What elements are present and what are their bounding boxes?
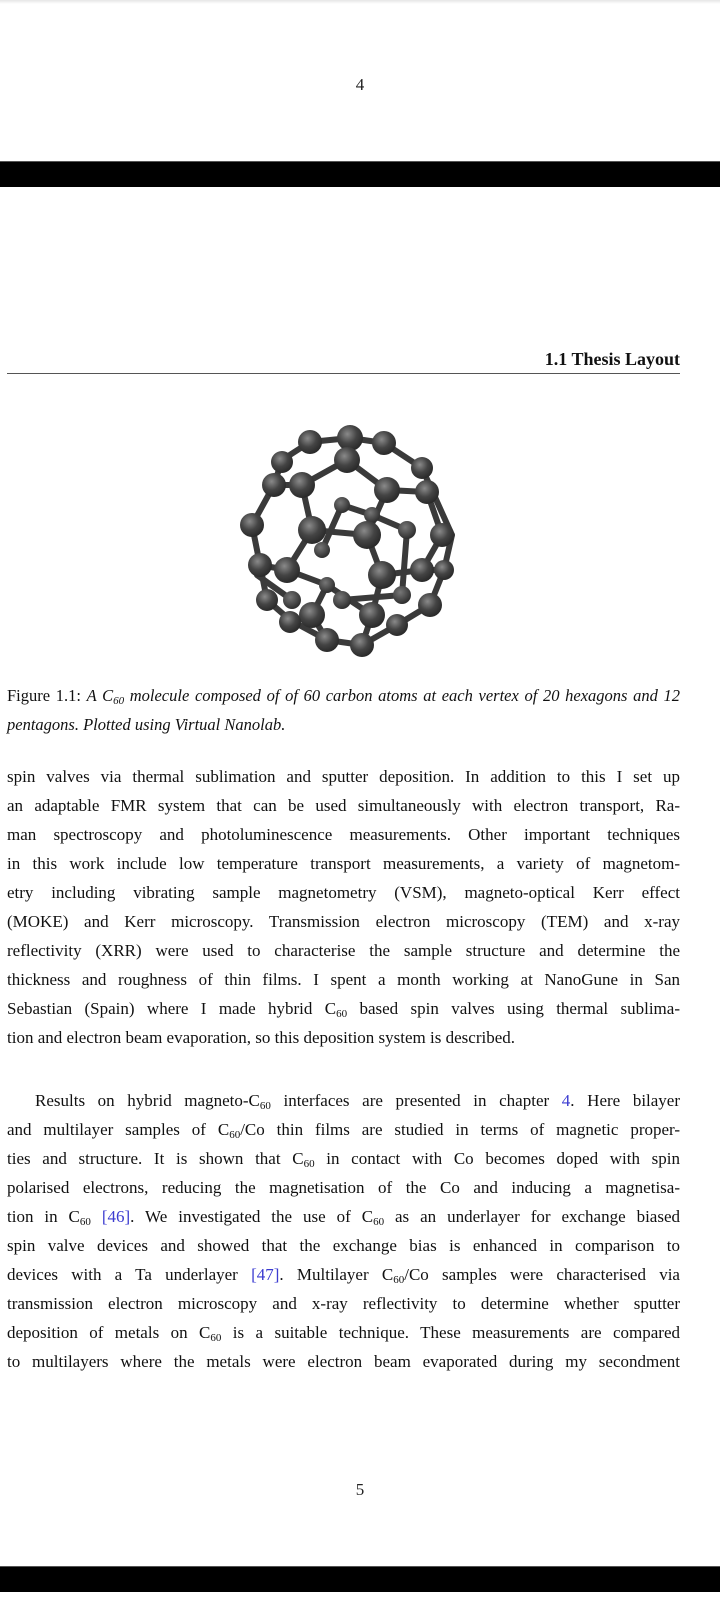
chapter-link[interactable]: 4 — [561, 1091, 571, 1110]
text-line: spin valves via thermal sublimation and sputter deposition. In addition to this I set up — [7, 767, 680, 786]
subscript: 60 — [373, 1216, 385, 1228]
text-segment: . We investigated the use of C — [130, 1207, 374, 1226]
text-line — [7, 1144, 680, 1173]
text-segment: deposition of metals on C — [7, 1323, 211, 1342]
subscript: 60 — [393, 1274, 405, 1286]
subscript: 60 — [79, 1216, 91, 1228]
caption-text-a: A C — [86, 686, 114, 705]
subscript: 60 — [303, 1158, 315, 1170]
text-line — [7, 1202, 680, 1231]
c60-molecule-figure — [222, 410, 464, 660]
text-segment: /Co samples were characterised via — [404, 1265, 680, 1284]
subscript: 60 — [336, 1008, 348, 1020]
text-segment: ties and structure. It is shown that C — [7, 1149, 304, 1168]
c60-molecule-image — [222, 410, 464, 660]
text-line: in this work include low temperature transport measurements, a variety of magnetom- — [7, 854, 680, 873]
text-segment: and multilayer samples of C — [7, 1120, 230, 1139]
text-segment: in contact with Co becomes doped with spin — [314, 1149, 680, 1168]
text-line — [7, 1260, 680, 1289]
paragraph-1 — [7, 762, 680, 1052]
text-segment: Sebastian (Spain) where I made hybrid C — [7, 999, 337, 1018]
page-number-bottom: 5 — [355, 1480, 365, 1499]
running-header — [7, 347, 680, 374]
text-segment: Results on hybrid magneto-C — [35, 1091, 260, 1110]
text-line — [7, 1318, 680, 1347]
text-line: etry including vibrating sample magnetometry (VSM), magneto-optical Kerr effect — [7, 883, 680, 902]
text-segment: based spin valves using thermal sublima- — [347, 999, 680, 1018]
text-segment: tion in C — [7, 1207, 80, 1226]
text-line: spin valve devices and showed that the exchange bias is enhanced in comparison to — [7, 1236, 680, 1255]
text-segment: is a suitable technique. These measurements are compared — [221, 1323, 680, 1342]
figure-caption — [7, 681, 680, 739]
text-line: to multilayers where the metals were electron beam evaporated during my secondment — [7, 1352, 680, 1371]
page-separator — [0, 161, 720, 187]
text-segment: as an underlayer for exchange biased — [384, 1207, 681, 1226]
text-line — [7, 1086, 680, 1115]
paragraph-2 — [7, 1086, 680, 1376]
figure-label: Figure 1.1: — [7, 686, 81, 705]
text-line: man spectroscopy and photoluminescence measurements. Other important techniques — [7, 825, 680, 844]
text-line: tion and electron beam evaporation, so this deposition system is described. — [7, 1028, 515, 1047]
text-line: (MOKE) and Kerr microscopy. Transmission electron microscopy (TEM) and x-ray — [7, 912, 680, 931]
text-line: transmission electron microscopy and x-ray reflectivity to determine whether sputter — [7, 1294, 680, 1313]
subscript: 60 — [113, 695, 125, 707]
text-line: polarised electrons, reducing the magnetisation of the Co and inducing a magnetisa- — [7, 1178, 680, 1197]
subscript: 60 — [229, 1129, 241, 1141]
top-shadow — [0, 0, 720, 4]
citation-link-46[interactable]: [46] — [101, 1207, 131, 1226]
page-separator — [0, 1566, 720, 1592]
citation-link-47[interactable]: [47] — [251, 1265, 280, 1284]
text-segment: . Here bilayer — [570, 1091, 681, 1110]
text-segment: interfaces are presented in chapter — [270, 1091, 562, 1110]
text-line — [7, 994, 680, 1023]
text-line — [7, 1115, 680, 1144]
subscript: 60 — [259, 1100, 271, 1112]
text-segment — [91, 1207, 102, 1226]
text-line: thickness and roughness of thin films. I spent a month working at NanoGune in San — [7, 970, 680, 989]
caption-text — [7, 686, 680, 734]
text-segment: devices with a Ta underlayer — [7, 1265, 252, 1284]
section-title: 1.1 Thesis Layout — [544, 349, 680, 369]
page-number-top: 4 — [355, 75, 365, 94]
text-line: an adaptable FMR system that can be used simultaneously with electron transport, Ra- — [7, 796, 680, 815]
subscript: 60 — [210, 1332, 222, 1344]
text-segment: . Multilayer C — [279, 1265, 394, 1284]
text-segment: /Co thin films are studied in terms of magnetic proper- — [240, 1120, 681, 1139]
text-line: reflectivity (XRR) were used to characterise the sample structure and determine the — [7, 941, 680, 960]
caption-text-b: molecule composed of of 60 carbon atoms at each vertex of 20 hexagons and 12 pentagons. Plotted using Virtual Nanolab. — [7, 686, 681, 734]
